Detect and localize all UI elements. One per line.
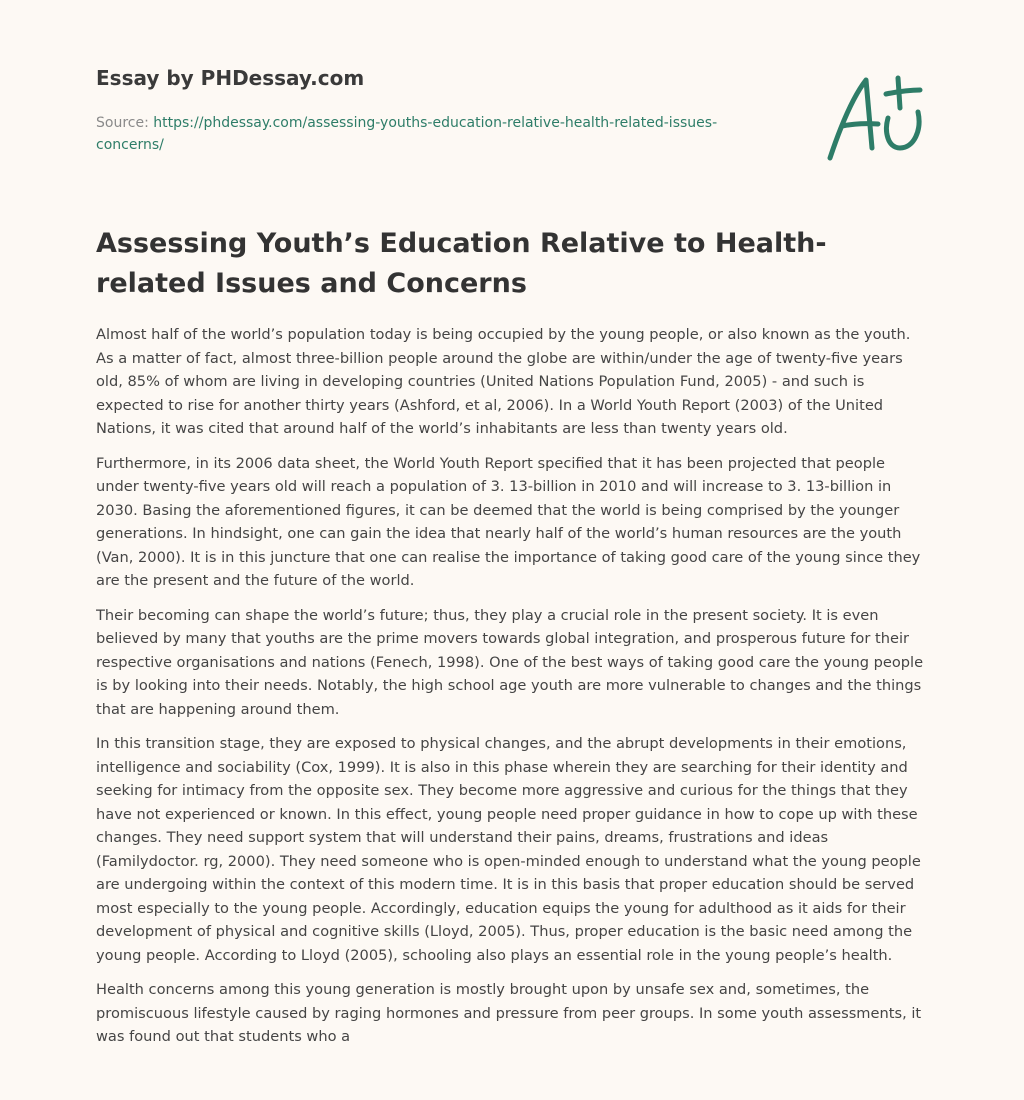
- site-title: Essay by PHDessay.com: [96, 66, 365, 90]
- source-label: Source:: [96, 115, 149, 131]
- a-plus-logo: [822, 68, 930, 164]
- essay-paragraph: Their becoming can shape the world’s future; thus, they play a crucial role in the present society. It is even believed by many that youths are the prime movers towards global integration, and prosperous future for their respective organisations and nations (Fenech, 1998). One of the best ways of taking good care the young people is by looking into their needs. Notably, the high school age youth are more vulnerable to changes and the things that are happening around them.: [96, 606, 924, 718]
- source-line: [96, 112, 776, 156]
- a-plus-logo-icon: [822, 68, 930, 164]
- page-header: [96, 64, 776, 156]
- essay-paragraph: Furthermore, in its 2006 data sheet, the World Youth Report specified that it has been projected that people under twenty-five years old will reach a population of 3. 13-billion in 2010 and will increase to 3. 13-billion in 2030. Basing the aforementioned figures, it can be deemed that the world is being comprised by the younger generations. In hindsight, one can gain the idea that nearly half of the world’s human resources are the youth (Van, 2000). It is in this juncture that one can realise the importance of taking good care of the young since they are the present and the future of the world.: [96, 454, 921, 589]
- source-link[interactable]: https://phdessay.com/assessing-youths-education-relative-health-related-issues-concerns/: [96, 115, 718, 153]
- essay-paragraph: Almost half of the world’s population today is being occupied by the young people, or also known as the youth. As a matter of fact, almost three-billion people around the globe are within/under the age of twenty-five years old, 85% of whom are living in developing countries (United Nations Population Fund, 2005) - and such is expected to rise for another thirty years (Ashford, et al, 2006). In a World Youth Report (2003) of the United Nations, it was cited that around half of the world’s inhabitants are less than twenty years old.: [96, 326, 911, 437]
- essay-paragraph: Health concerns among this young generation is mostly brought upon by unsafe sex and, sometimes, the promiscuous lifestyle caused by raging hormones and pressure from peer groups. In some youth assessments, it was found out that students who a: [96, 981, 922, 1045]
- essay-body: [96, 323, 932, 1100]
- essay-paragraph: In this transition stage, they are exposed to physical changes, and the abrupt developments in their emotions, intelligence and sociability (Cox, 1999). It is also in this phase wherein they are searching for their identity and seeking for intimacy from the opposite sex. They become more aggressive and curious for the things that they have not experienced or known. In this effect, young people need proper guidance in how to cope up with these changes. They need support system that will understand their pains, dreams, frustrations and ideas (Familydoctor. rg, 2000). They need someone who is open-minded enough to understand what the young people are undergoing within the context of this modern time. It is in this basis that proper education should be served most especially to the young people. Accordingly, education equips the young for adulthood as it aids for their development of physical and cognitive skills (Lloyd, 2005). Thus, proper education is the basic need among the young people. According to Lloyd (2005), schooling also plays an essential role in the young people’s health.: [96, 735, 921, 964]
- essay-title: Assessing Youth’s Education Relative to Health-related Issues and Concerns: [96, 228, 827, 299]
